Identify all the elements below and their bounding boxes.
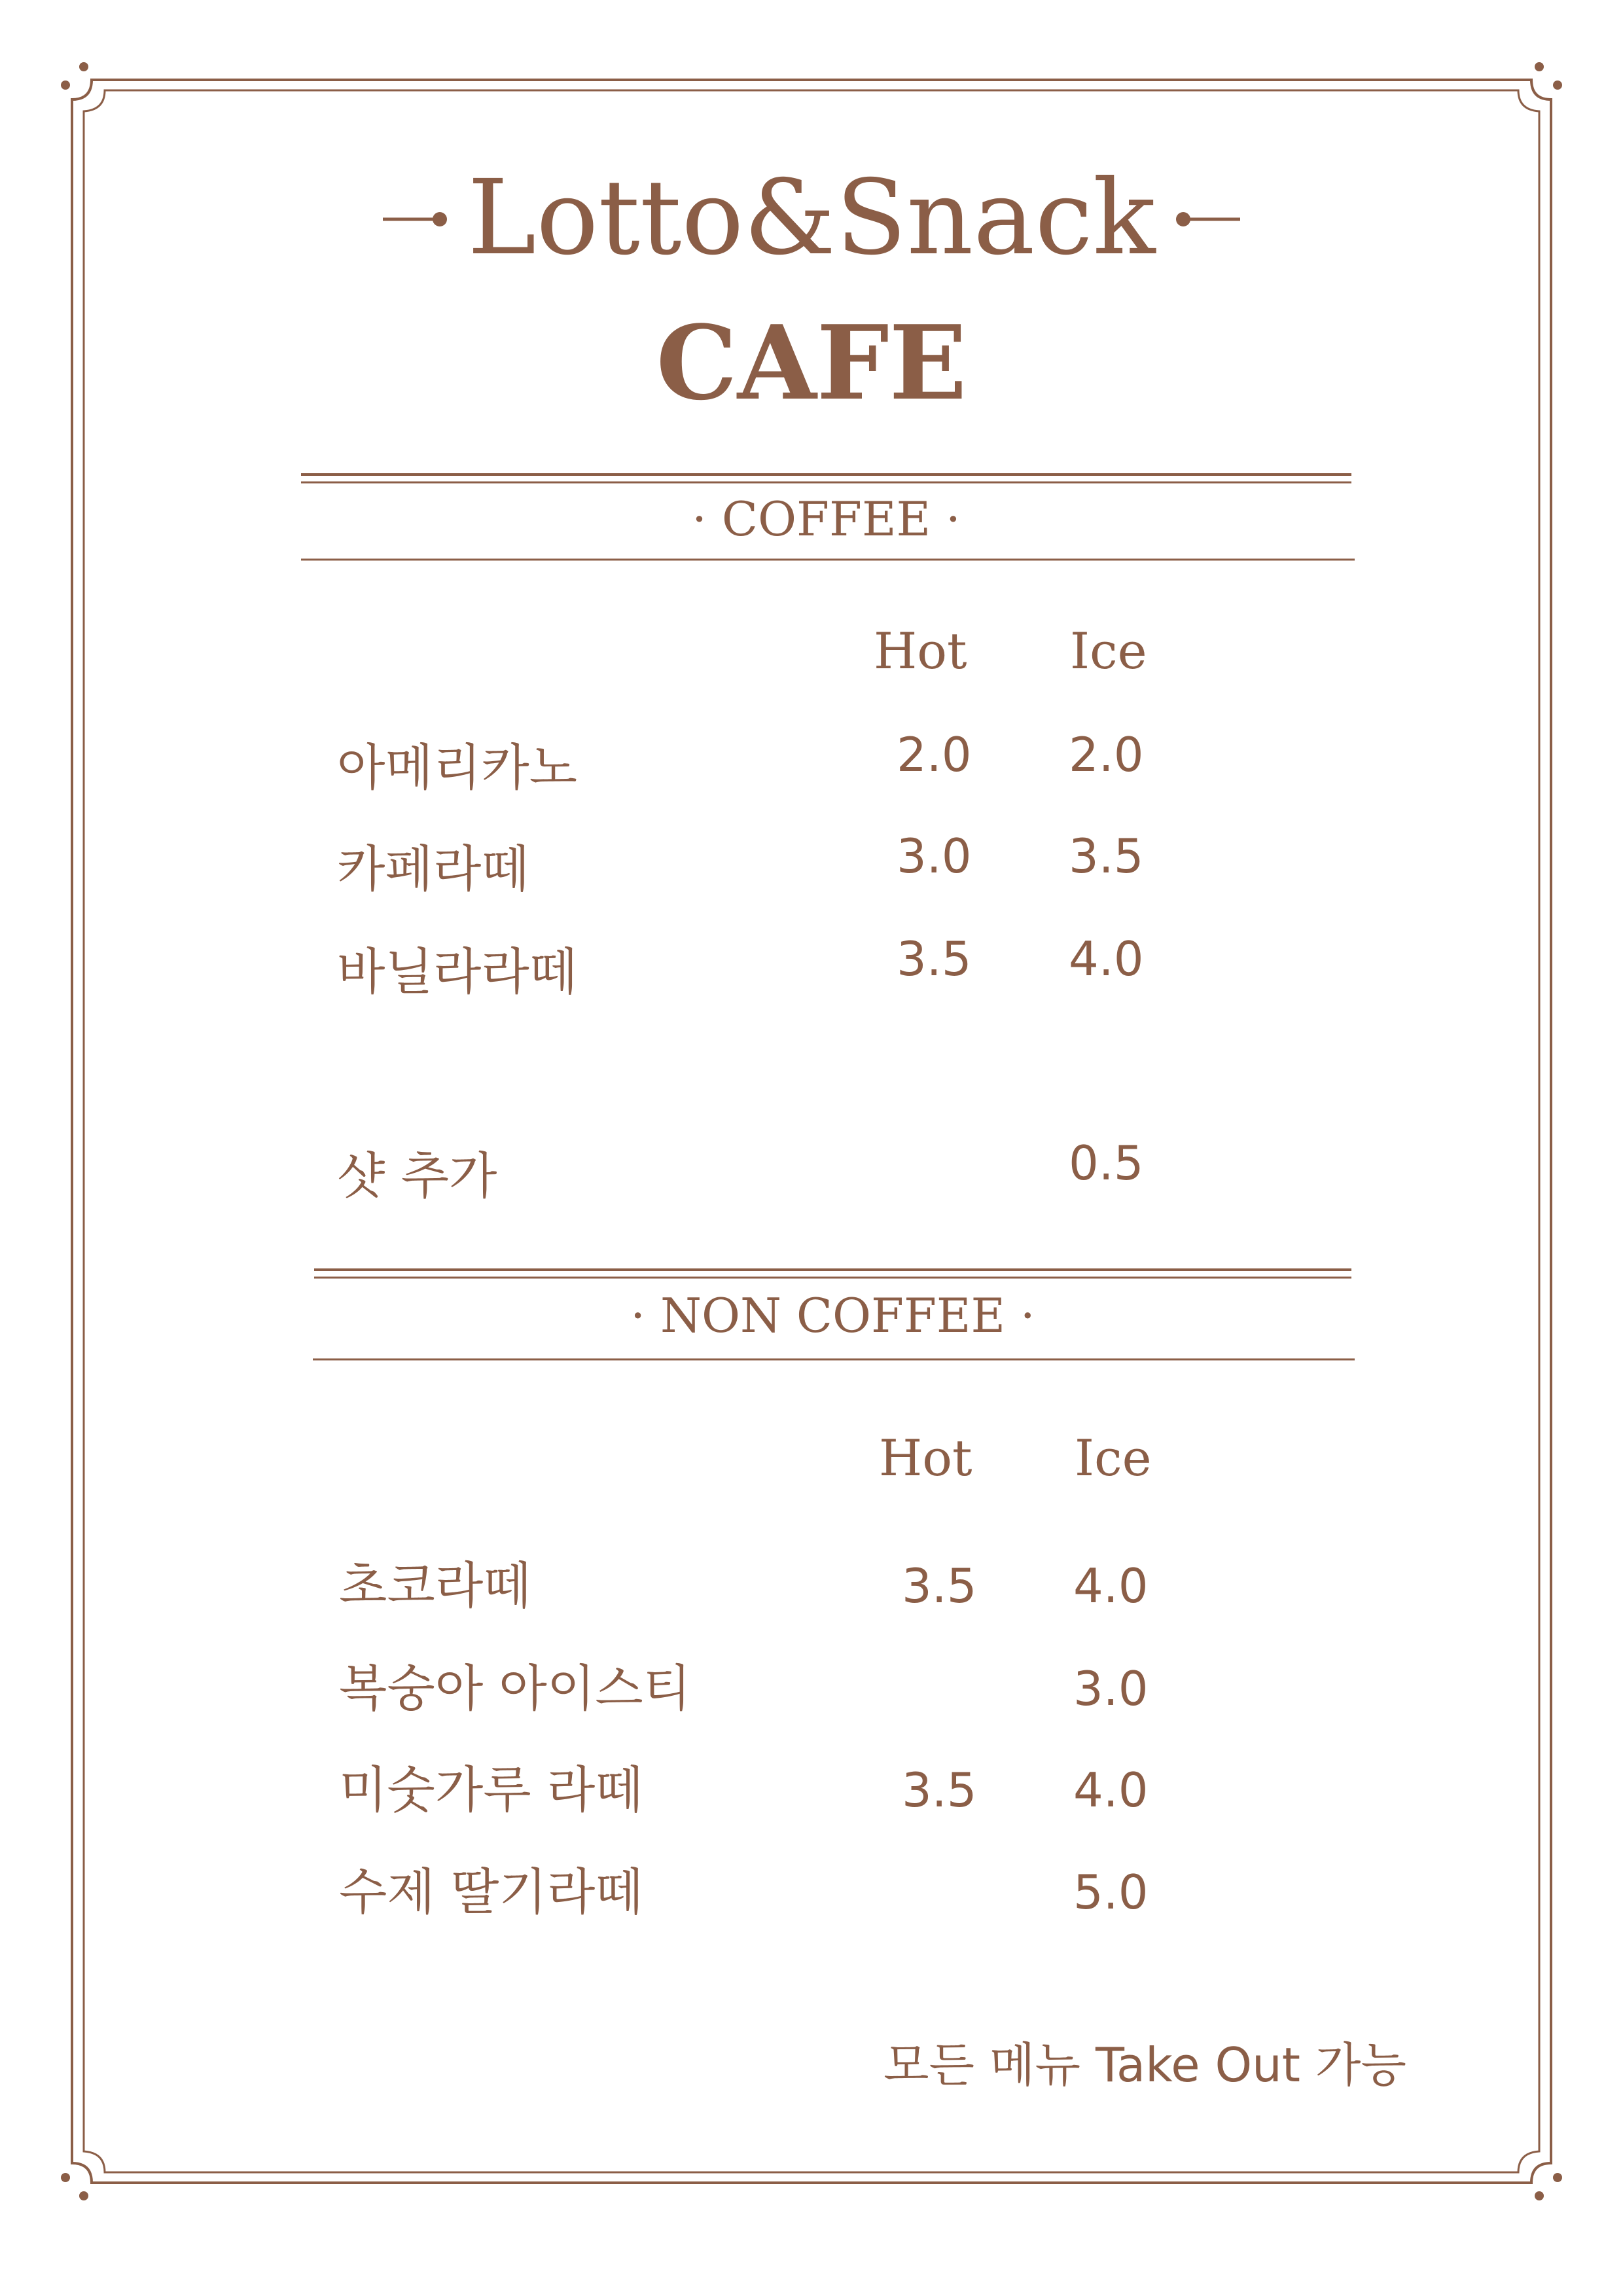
- menu-item-hot-price: 2.0: [897, 727, 972, 782]
- menu-item-ice-price: 5.0: [1073, 1865, 1149, 1920]
- menu-item-name: 카페라떼: [337, 840, 529, 898]
- takeout-note: 모든 메뉴 Take Out 가능: [883, 2037, 1407, 2092]
- shop-subtitle: CAFE: [656, 303, 967, 423]
- menu-item-ice-price: 3.0: [1073, 1661, 1149, 1716]
- menu-item-hot-price: 3.5: [902, 1763, 977, 1818]
- menu-item-ice-price: 3.5: [1069, 829, 1144, 884]
- menu-item-name: 초코라떼: [339, 1556, 531, 1615]
- menu-item-ice-price: 4.0: [1069, 931, 1144, 986]
- non-coffee-col-hot: Hot: [879, 1429, 972, 1487]
- menu-item-ice-price: 4.0: [1073, 1763, 1149, 1818]
- section-title-non-coffee: · NON COFFEE ·: [630, 1288, 1035, 1343]
- menu-item-name: 바닐라라떼: [337, 942, 578, 1001]
- menu-item-hot-price: 3.5: [902, 1558, 977, 1613]
- menu-item-name: 복숭아 아이스티: [339, 1659, 692, 1717]
- menu-item-hot-price: 3.0: [897, 829, 972, 884]
- non-coffee-col-ice: Ice: [1075, 1429, 1152, 1487]
- extra-shot-price: 0.5: [1069, 1136, 1144, 1191]
- shop-title: Lotto&Snack: [467, 158, 1156, 278]
- section-title-coffee: · COFFEE ·: [692, 492, 961, 547]
- menu-item-name: 아메리카노: [337, 738, 578, 797]
- menu-item-name: 미숫가루 라떼: [339, 1761, 643, 1819]
- menu-item-name: 수제 딸기라떼: [339, 1863, 643, 1921]
- menu-item-ice-price: 2.0: [1069, 727, 1144, 782]
- menu-item-hot-price: 3.5: [897, 931, 972, 986]
- extra-shot-name: 샷 추가: [337, 1147, 497, 1205]
- menu-item-ice-price: 4.0: [1073, 1558, 1149, 1613]
- coffee-col-ice: Ice: [1070, 622, 1147, 680]
- coffee-col-hot: Hot: [874, 622, 967, 680]
